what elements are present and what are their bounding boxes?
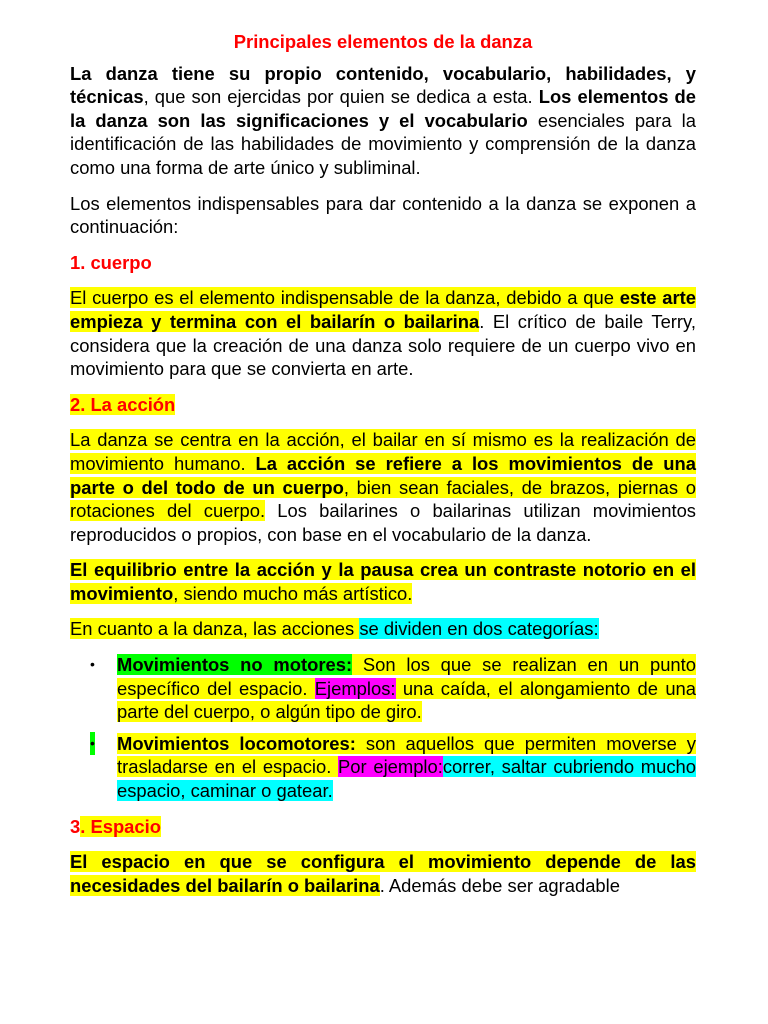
accion-highlight-bold: La acción se refiere a los movimientos de una parte o del todo de un cuerpo bbox=[70, 452, 696, 498]
intro-bold-1: La danza tiene su propio contenido, vocabulario, habilidades, y técnicas bbox=[70, 62, 696, 108]
bullet-icon: • bbox=[90, 732, 95, 756]
no-motores-text-1: Son los que se realizan en un punto específico del espacio. bbox=[117, 654, 696, 699]
bullet-icon: • bbox=[90, 656, 95, 673]
no-motores-term: Movimientos no motores: bbox=[117, 654, 353, 676]
no-motores-ejemplos: Ejemplos: bbox=[314, 677, 396, 699]
accion-highlight-1: La danza se centra en la acción, el bailar en sí mismo es la realización de movimiento humano. bbox=[70, 429, 696, 474]
cuerpo-paragraph bbox=[70, 286, 696, 380]
intro-paragraph-2: Los elementos indispensables para dar contenido a la danza se exponen a continuación: bbox=[70, 192, 696, 238]
espacio-text: . Además debe ser agradable bbox=[379, 874, 620, 896]
accion-highlight-2: , bien sean faciales, de brazos, piernas o rotaciones del cuerpo. bbox=[70, 476, 696, 522]
cuerpo-highlight: El cuerpo es el elemento indispensable de la danza, debido a que bbox=[70, 287, 614, 309]
accion-paragraph bbox=[70, 428, 696, 546]
espacio-label: . Espacio bbox=[80, 815, 161, 837]
cuerpo-highlight-bold: este arte empieza y termina con el bailarín o bailarina bbox=[70, 287, 697, 332]
list-item bbox=[70, 653, 696, 724]
acciones-categorias: se dividen en dos categorías: bbox=[359, 618, 599, 640]
equilibrio-bold: El equilibrio entre la acción y la pausa crea un contraste notorio en el movimiento bbox=[70, 559, 696, 604]
list-item bbox=[70, 732, 696, 803]
intro-text-2: esenciales para la identificación de las habilidades de movimiento y comprensión de la danza como una forma de arte único y subliminal. bbox=[70, 109, 696, 178]
section-heading-cuerpo: 1. cuerpo bbox=[70, 251, 152, 273]
acciones-text: En cuanto a la danza, las acciones bbox=[70, 618, 360, 640]
equilibrio-text: , siendo mucho más artístico. bbox=[173, 582, 413, 604]
equilibrio-paragraph bbox=[70, 558, 696, 605]
page-title: Principales elementos de la danza bbox=[233, 31, 533, 52]
document-body bbox=[70, 30, 696, 909]
espacio-bold: El espacio en que se configura el movimiento depende de las necesidades del bailarín o bailarina bbox=[70, 851, 696, 896]
section-heading-espacio bbox=[70, 815, 696, 839]
locomotores-examples: correr, saltar cubriendo mucho espacio, caminar o gatear. bbox=[117, 756, 697, 802]
intro-text-1: , que son ejercidas por quien se dedica a esta. bbox=[143, 86, 539, 108]
locomotores-ejemplo: Por ejemplo: bbox=[338, 756, 443, 778]
locomotores-term: Movimientos locomotores: bbox=[117, 732, 356, 754]
section-heading-accion: 2. La acción bbox=[70, 393, 176, 415]
no-motores-text-2: una caída, el alongamiento de una parte del cuerpo, o algún tipo de giro. bbox=[117, 677, 697, 723]
cuerpo-text: . El crítico de baile Terry, considera que la creación de una danza solo requiere de un cuerpo vivo en movimiento para que se convierta en arte. bbox=[70, 310, 696, 380]
intro-bold-2: Los elementos de la danza son las significaciones y el vocabulario bbox=[70, 86, 696, 131]
movement-list bbox=[70, 653, 696, 803]
accion-text: Los bailarines o bailarinas utilizan movimientos reproducidos o propios, con base en el vocabulario de la danza. bbox=[70, 500, 696, 545]
locomotores-text: son aquellos que permiten moverse y trasladarse en el espacio. bbox=[117, 732, 696, 778]
acciones-paragraph bbox=[70, 617, 696, 641]
intro-paragraph bbox=[70, 62, 696, 180]
espacio-number: 3 bbox=[70, 815, 81, 837]
espacio-paragraph bbox=[70, 850, 696, 897]
